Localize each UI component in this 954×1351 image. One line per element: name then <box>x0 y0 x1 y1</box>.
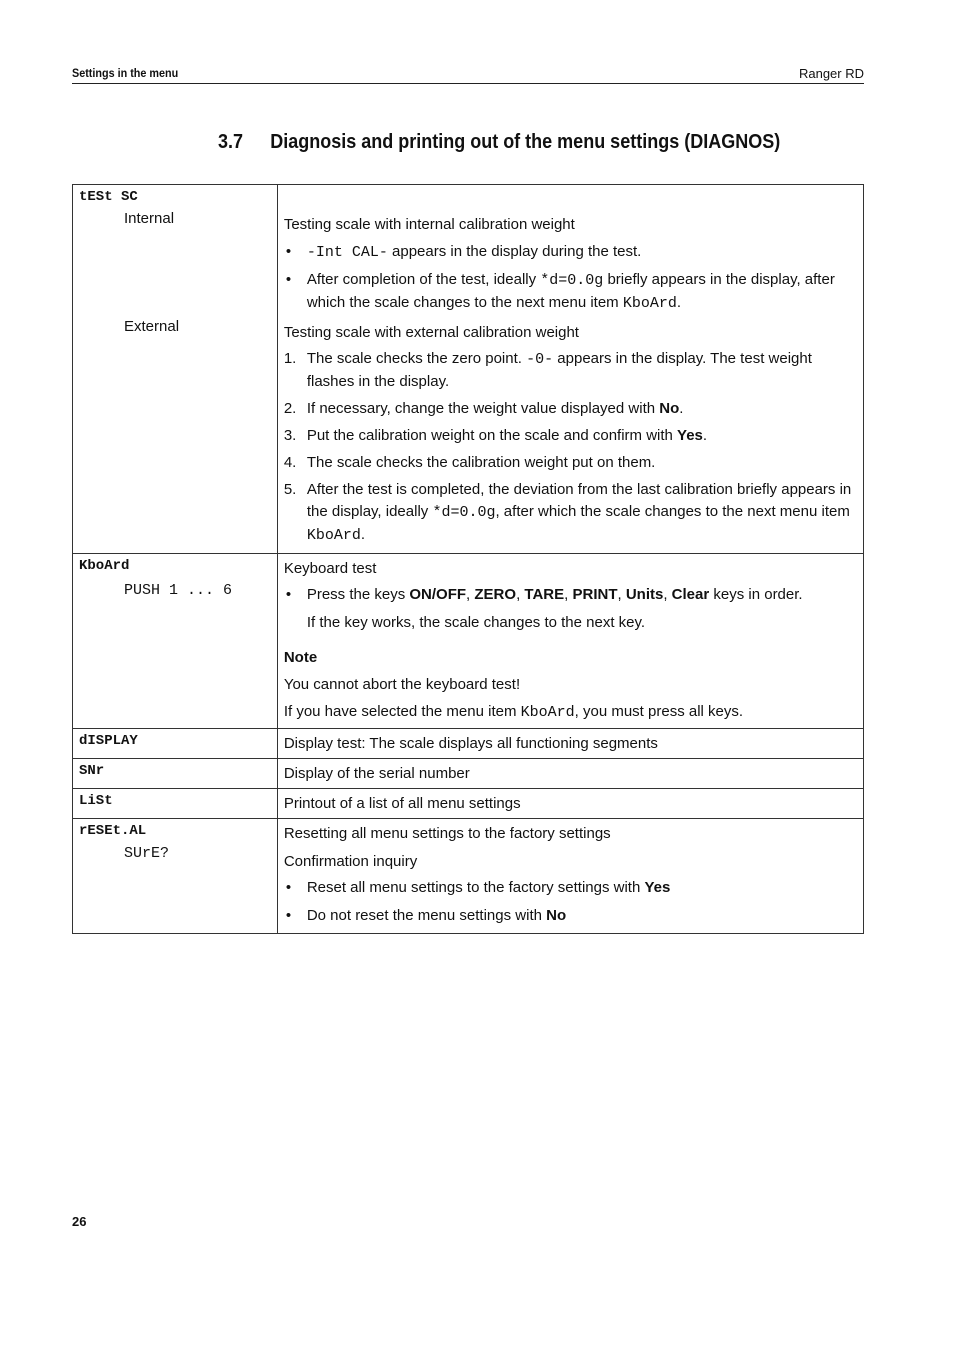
note-title: Note <box>283 649 318 666</box>
note-line-2: If you have selected the menu item KboArd, you must press all keys. <box>283 703 744 721</box>
menu-key-snr: SNr <box>79 763 105 779</box>
display-code: KboArd <box>306 527 361 544</box>
running-header-right: Ranger RD <box>798 66 864 81</box>
display-code: -Int CAL- <box>306 244 388 261</box>
list-right-cell <box>277 789 863 819</box>
list-item: 4. The scale checks the calibration weight put on them. <box>283 454 656 471</box>
menu-key-kboard: KboArd <box>79 558 130 574</box>
key-name: Units <box>625 586 664 603</box>
snr-left-cell <box>73 759 278 789</box>
table-row-list <box>73 789 864 819</box>
table-row-reset <box>73 819 864 934</box>
display-description: Display test: The scale displays all functioning segments <box>283 735 658 752</box>
kboard-bullet-continuation: If the key works, the scale changes to the next key. <box>306 614 646 631</box>
key-name: Yes <box>644 879 671 896</box>
table-row-test <box>73 185 864 554</box>
page-number: 26 <box>72 1214 87 1229</box>
reset-confirmation: Confirmation inquiry <box>283 853 418 870</box>
display-code: KboArd <box>622 295 677 312</box>
key-name: Clear <box>671 586 710 603</box>
list-item: • Press the keys ON/OFF, ZERO, TARE, PRINT, Units, Clear keys in order. If the key works, the scale changes to the next key. <box>284 584 855 633</box>
note-line-1: You cannot abort the keyboard test! <box>283 676 521 693</box>
kboard-left-cell <box>73 554 278 729</box>
reset-description: Resetting all menu settings to the factory settings <box>283 825 611 842</box>
section-title <box>218 131 780 154</box>
snr-right-cell <box>277 759 863 789</box>
list-item: • -Int CAL- appears in the display during the test. <box>284 241 855 264</box>
display-right-cell <box>277 729 863 759</box>
kboard-description: Keyboard test <box>283 560 377 577</box>
test-left-cell <box>73 185 278 554</box>
list-item: • Do not reset the menu settings with No <box>284 905 855 927</box>
kboard-right-cell <box>277 554 863 729</box>
list-item: 1. The scale checks the zero point. -0- appears in the display. The test weight flashes in the display. <box>283 350 812 390</box>
key-name: TARE <box>524 586 565 603</box>
internal-description: Testing scale with internal calibration weight <box>283 216 575 233</box>
sub-label-external: External <box>124 318 180 335</box>
display-left-cell <box>73 729 278 759</box>
menu-key-display: dISPLAY <box>79 733 138 749</box>
table-row-display <box>73 729 864 759</box>
menu-key-test: tESt SC <box>79 189 138 205</box>
key-name: ON/OFF <box>409 586 467 603</box>
list-item: • After completion of the test, ideally *d=0.0g briefly appears in the display, after which the scale changes to the next menu item KboArd. <box>284 269 855 315</box>
snr-description: Display of the serial number <box>283 765 470 782</box>
list-left-cell <box>73 789 278 819</box>
list-item: 2. If necessary, change the weight value displayed with No. <box>283 400 684 417</box>
display-code: -0- <box>526 351 554 368</box>
menu-key-list: LiSt <box>79 793 113 809</box>
menu-key-reset: rESEt.AL <box>79 823 147 839</box>
key-name: ZERO <box>474 586 517 603</box>
key-name: Yes <box>677 427 703 444</box>
external-description: Testing scale with external calibration weight <box>283 324 579 341</box>
test-right-cell <box>277 185 863 554</box>
list-item: 5. After the test is completed, the deviation from the last calibration briefly appears in the display, ideally *d=0.0g, after which the scale changes to the next menu item KboArd. <box>283 481 852 544</box>
table-row-kboard <box>73 554 864 729</box>
table-row-snr <box>73 759 864 789</box>
sub-label-sure: SUrE? <box>124 845 170 862</box>
sub-label-push: PUSH 1 ... 6 <box>124 582 233 599</box>
key-name: No <box>659 400 680 417</box>
list-item: 3. Put the calibration weight on the scale and confirm with Yes. <box>283 427 708 444</box>
section-title-text: Diagnosis and printing out of the menu settings (DIAGNOS) <box>270 131 781 153</box>
key-name: No <box>546 907 567 924</box>
list-description: Printout of a list of all menu settings <box>283 795 521 812</box>
display-code: KboArd <box>520 704 575 721</box>
kboard-bullets <box>278 584 863 633</box>
display-code: *d=0.0g <box>432 504 496 521</box>
header-rule <box>72 83 864 84</box>
menu-settings-table <box>72 184 864 934</box>
internal-bullets <box>278 241 863 315</box>
section-number: 3.7 <box>218 131 244 153</box>
reset-left-cell <box>73 819 278 934</box>
display-code: *d=0.0g <box>540 272 604 289</box>
list-item: • Reset all menu settings to the factory settings with Yes <box>284 877 855 899</box>
key-name: PRINT <box>572 586 618 603</box>
sub-label-internal: Internal <box>124 210 175 227</box>
running-header-left: Settings in the menu <box>72 66 179 80</box>
reset-right-cell <box>277 819 863 934</box>
reset-bullets <box>278 877 863 933</box>
external-steps <box>278 348 863 553</box>
